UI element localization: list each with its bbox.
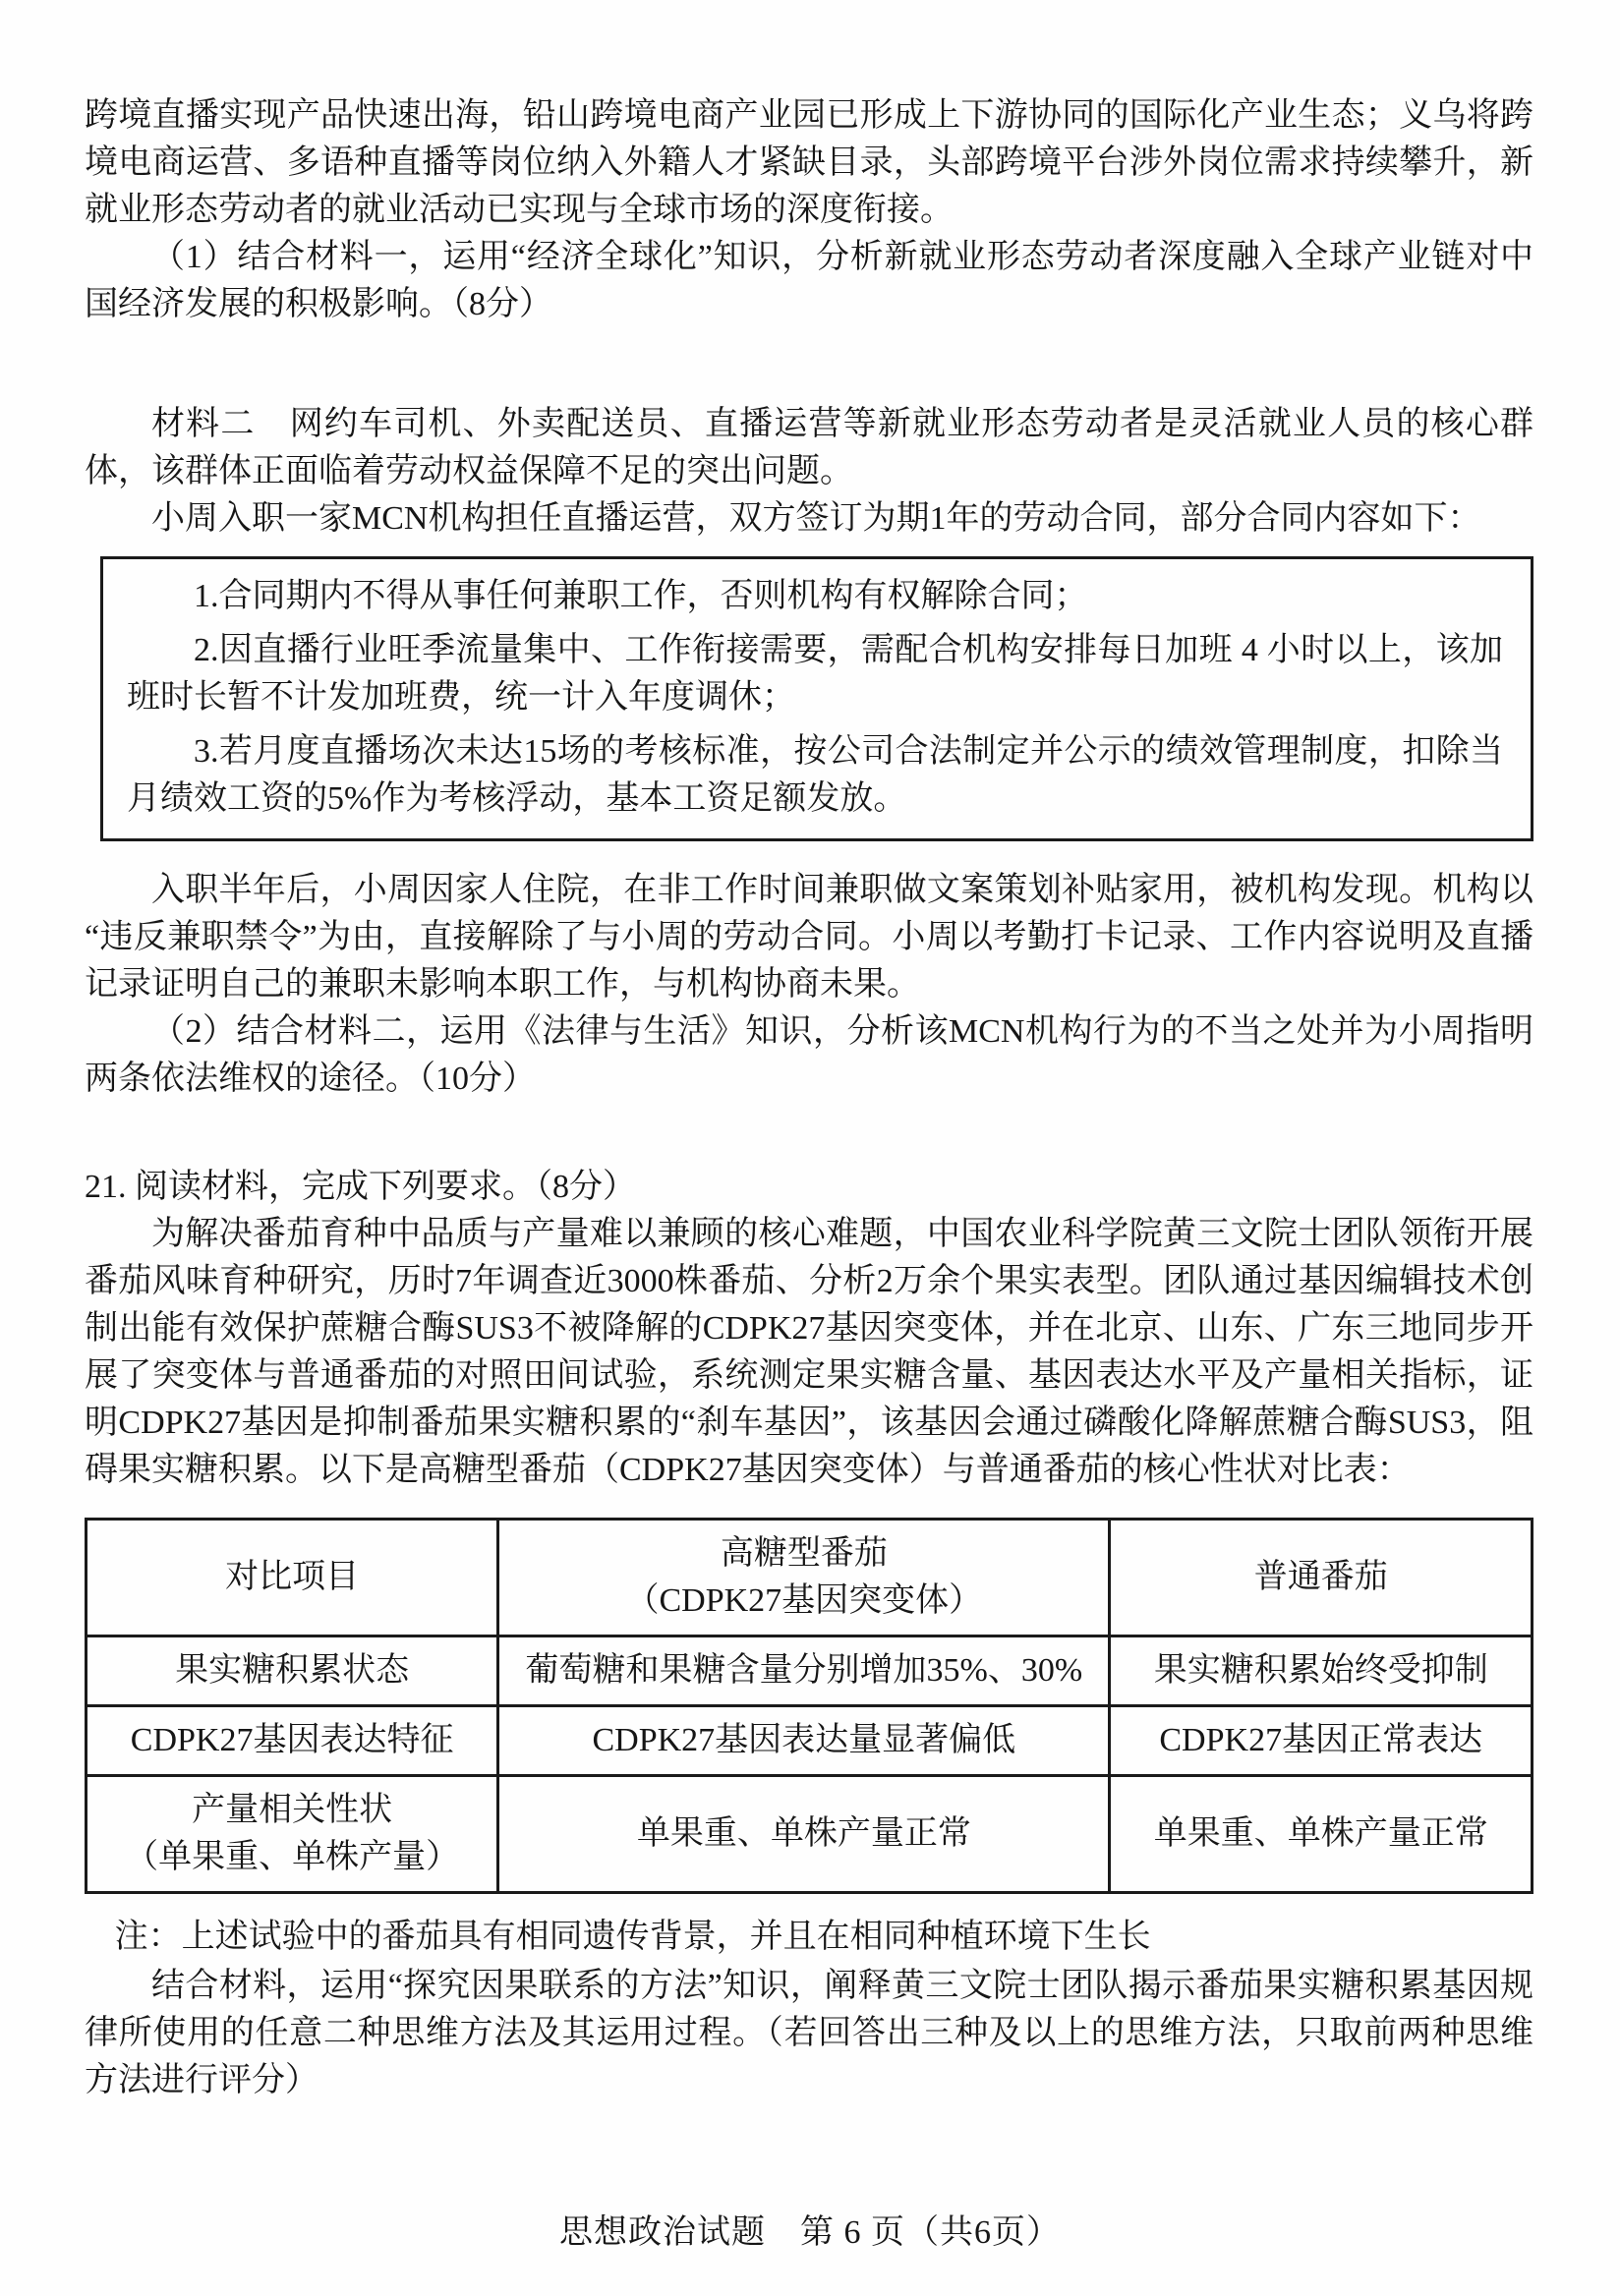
row3-item-cell (87, 1776, 498, 1893)
row2-high-sugar-cell: CDPK27基因表达量显著偏低 (498, 1706, 1110, 1776)
contract-intro-text: 小周入职一家MCN机构担任直播运营，双方签订为期1年的劳动合同，部分合同内容如下： (151, 500, 1481, 537)
question-21-task-text: 结合材料，运用“探究因果联系的方法”知识，阐释黄三文院士团队揭示番茄果实糖积累基因规律所使用的任意二种思维方法及其运用过程。（若回答出三种及以上的思维方法，只取前两种思维方法进行评分） (85, 1968, 1533, 2098)
contract-clause-3: 3.若月度直播场次未达15场的考核标准，按公司合法制定并公示的绩效管理制度，扣除当月绩效工资的5%作为考核浮动，基本工资足额发放。 (127, 733, 1503, 817)
question-21-material-text: 为解决番茄育种中品质与产量难以兼顾的核心难题，中国农业科学院黄三文院士团队领衔开展番茄风味育种研究，历时7年调查近3000株番茄、分析2万余个果实表型。团队通过基因编辑技术创制出能有效保护蔗糖合酶SUS3不被降解的CDPK27基因突变体，并在北京、山东、广东三地同步开展了突变体与普通番茄的对照田间试验，系统测定果实糖含量、基因表达水平及产量相关指标，证明CDPK27基因是抑制番茄果实糖积累的“刹车基因”，该基因会通过磷酸化降解蔗糖合酶SUS3，阻碍果实糖积累。以下是高糖型番茄（CDPK27基因突变体）与普通番茄的核心性状对比表： (85, 1216, 1533, 1488)
comparison-table-header (87, 1520, 1533, 1636)
material2-intro-text: 材料二 网约车司机、外卖配送员、直播运营等新就业形态劳动者是灵活就业人员的核心群体，该群体正面临着劳动权益保障不足的突出问题。 (85, 406, 1533, 489)
material1-continuation-text: 跨境直播实现产品快速出海，铅山跨境电商产业园已形成上下游协同的国际化产业生态；义乌将跨境电商运营、多语种直播等岗位纳入外籍人才紧缺目录，头部跨境平台涉外岗位需求持续攀升，新就业形态劳动者的就业活动已实现与全球市场的深度衔接。 (85, 97, 1533, 228)
contract-terms-box (100, 556, 1533, 841)
section-spacer (85, 328, 1533, 401)
table-row (87, 1706, 1533, 1776)
header-cell-high-sugar (498, 1520, 1110, 1636)
row3-item-line1: 产量相关性状 (192, 1792, 393, 1828)
table-header-row (87, 1520, 1533, 1636)
table-note-text: 注：上述试验中的番茄具有相同遗传背景，并且在相同种植环境下生长 (114, 1919, 1151, 1955)
row1-item-cell: 果实糖积累状态 (87, 1636, 498, 1706)
header-cell-normal: 普通番茄 (1110, 1520, 1533, 1636)
dispute-paragraph-text: 入职半年后，小周因家人住院，在非工作时间兼职做文案策划补贴家用，被机构发现。机构以“违反兼职禁令”为由，直接解除了与小周的劳动合同。小周以考勤打卡记录、工作内容说明及直播记录证明自己的兼职未影响本职工作，与机构协商未果。 (85, 872, 1533, 1003)
row1-high-sugar-cell: 葡萄糖和果糖含量分别增加35%、30% (498, 1636, 1110, 1706)
header-high-sugar-line1: 高糖型番茄 (720, 1535, 888, 1572)
table-row (87, 1776, 1533, 1893)
section-spacer (85, 1103, 1533, 1164)
row3-item-line2: （单果重、单株产量） (125, 1839, 460, 1875)
question-20-part2-text: （2）结合材料二，运用《法律与生活》知识，分析该MCN机构行为的不当之处并为小周指明两条依法维权的途径。（10分） (85, 1013, 1533, 1097)
question-20-part1-text: （1）结合材料一，运用“经济全球化”知识，分析新就业形态劳动者深度融入全球产业链对中国经济发展的积极影响。（8分） (85, 239, 1533, 322)
row1-normal-cell: 果实糖积累始终受抑制 (1110, 1636, 1533, 1706)
tomato-comparison-table (85, 1518, 1533, 1894)
header-cell-item: 对比项目 (87, 1520, 498, 1636)
contract-clause-1: 1.合同期内不得从事任何兼职工作，否则机构有权解除合同； (194, 578, 1088, 614)
row3-high-sugar-cell: 单果重、单株产量正常 (498, 1776, 1110, 1893)
question-21-heading: 21. 阅读材料，完成下列要求。（8分） (85, 1169, 636, 1205)
row3-normal-cell: 单果重、单株产量正常 (1110, 1776, 1533, 1893)
comparison-table-body (87, 1636, 1533, 1893)
row2-item-cell: CDPK27基因表达特征 (87, 1706, 498, 1776)
table-row (87, 1636, 1533, 1706)
page-footer: 思想政治试题 第 6 页（共6页） (559, 2214, 1061, 2251)
question-21-section (85, 1164, 1533, 2104)
row2-normal-cell: CDPK27基因正常表达 (1110, 1706, 1533, 1776)
question-20-section (85, 92, 1533, 1103)
contract-clause-2: 2.因直播行业旺季流量集中、工作衔接需要，需配合机构安排每日加班 4 小时以上，该加班时长暂不计发加班费，统一计入年度调休； (127, 632, 1503, 716)
header-high-sugar-line2: （CDPK27基因突变体） (625, 1582, 983, 1619)
